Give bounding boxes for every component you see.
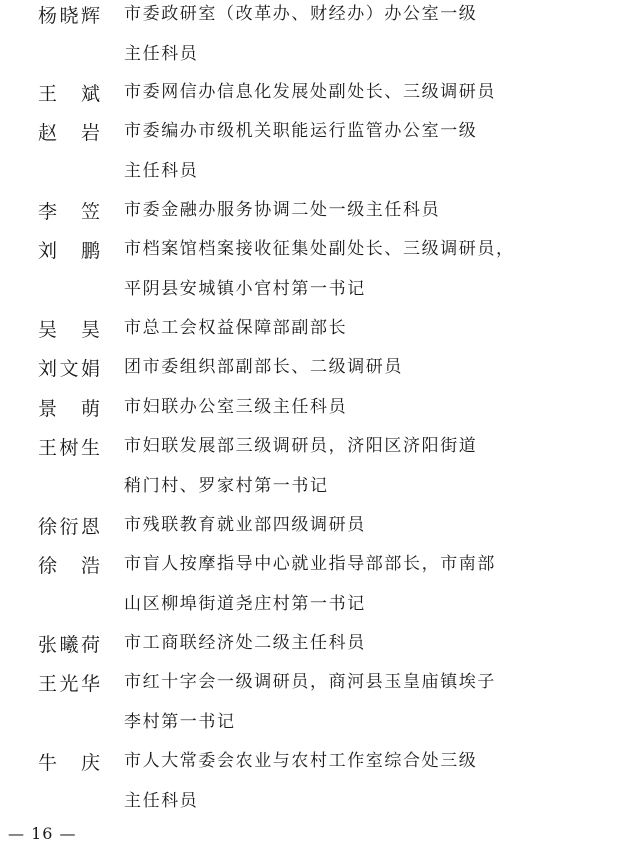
position-line: 市总工会权益保障部副部长 [124, 318, 348, 338]
person-name: 杨晓辉 [38, 5, 100, 27]
position-line: 平阴县安城镇小官村第一书记 [124, 278, 366, 299]
person-name: 徐衍恩 [38, 516, 100, 538]
position-text [124, 388, 564, 428]
position-text [124, 309, 564, 349]
position-text [124, 191, 564, 231]
position-line: 市委金融办服务协调二处一级主任科员 [124, 200, 441, 220]
position-text [124, 742, 564, 821]
position-line: 团市委组织部副部长、二级调研员 [124, 357, 403, 377]
position-text [124, 663, 564, 742]
position-line: 市人大常委会农业与农村工作室综合处三级 [124, 751, 478, 771]
page-number: — 16 — [8, 824, 77, 843]
position-line: 山区柳埠街道尧庄村第一书记 [124, 593, 366, 614]
person-name: 景 萌 [38, 398, 100, 420]
person-name: 张曦荷 [38, 634, 100, 656]
person-name: 徐 浩 [38, 555, 100, 577]
position-text [124, 73, 564, 113]
position-line: 市委政研室（改革办、财经办）办公室一级 [124, 4, 478, 24]
position-text [124, 545, 564, 624]
position-text [124, 624, 564, 664]
position-line: 稍门村、罗家村第一书记 [124, 475, 329, 496]
person-name: 李 笠 [38, 201, 100, 223]
position-line: 市盲人按摩指导中心就业指导部部长，市南部 [124, 554, 496, 574]
position-line: 市委编办市级机关职能运行监管办公室一级 [124, 121, 478, 141]
position-line: 市残联教育就业部四级调研员 [124, 515, 366, 535]
person-name: 王树生 [38, 437, 100, 459]
position-line: 主任科员 [124, 790, 199, 811]
position-text [124, 112, 564, 191]
position-line: 市档案馆档案接收征集处副处长、三级调研员， [124, 239, 515, 259]
person-name: 刘 鹏 [38, 240, 100, 262]
position-line: 市妇联办公室三级主任科员 [124, 397, 348, 417]
person-name: 赵 岩 [38, 122, 100, 144]
position-line: 市红十字会一级调研员，商河县玉皇庙镇埃子 [124, 672, 496, 692]
position-line: 主任科员 [124, 160, 199, 181]
position-line: 市工商联经济处二级主任科员 [124, 633, 366, 653]
person-name: 王 斌 [38, 83, 100, 105]
position-text [124, 506, 564, 546]
person-name: 刘文娟 [38, 358, 100, 380]
person-name: 吴 昊 [38, 319, 100, 341]
position-text [124, 230, 564, 309]
position-text [124, 427, 564, 506]
person-name: 王光华 [38, 673, 100, 695]
position-line: 主任科员 [124, 43, 199, 64]
position-text [124, 348, 564, 388]
position-line: 市委网信办信息化发展处副处长、三级调研员 [124, 82, 496, 102]
person-name: 牛 庆 [38, 752, 100, 774]
position-line: 市妇联发展部三级调研员，济阳区济阳街道 [124, 436, 478, 456]
position-line: 李村第一书记 [124, 711, 236, 732]
position-text [124, 0, 564, 74]
